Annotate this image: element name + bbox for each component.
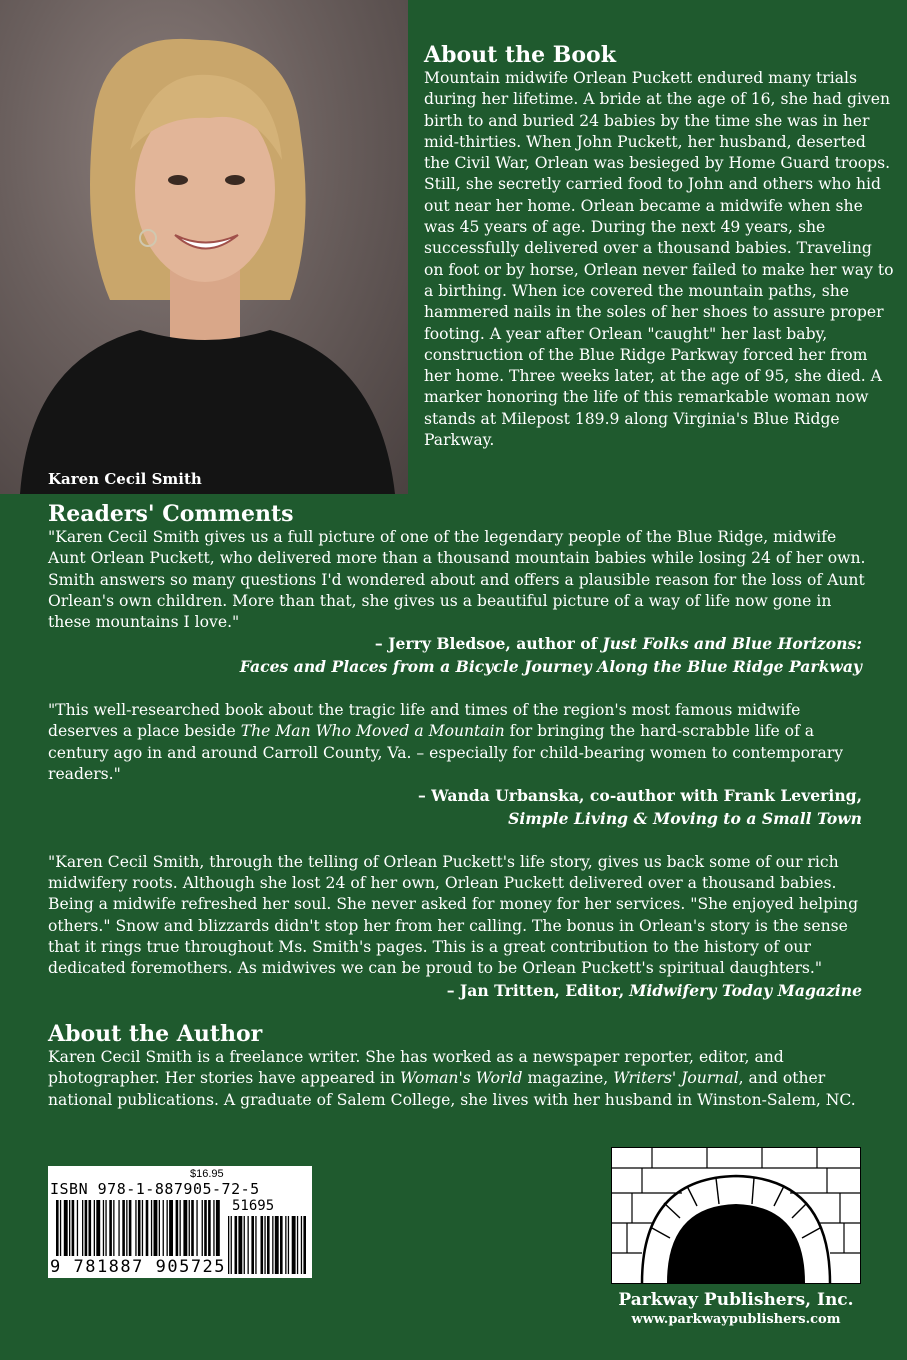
barcode-bar (60, 1200, 61, 1256)
barcode-addon-bar (264, 1216, 265, 1274)
barcode-bar (135, 1200, 136, 1256)
barcode-bar (202, 1200, 203, 1256)
barcode-addon-bar (280, 1216, 283, 1274)
about-book-section (424, 42, 894, 451)
barcode-bar (180, 1200, 181, 1256)
barcode-bar (154, 1200, 158, 1256)
barcode-isbn: ISBN 978-1-887905-72-5 (50, 1180, 260, 1198)
barcode-bar (72, 1200, 75, 1256)
about-author-text-2: magazine, (522, 1069, 614, 1088)
comment-2-work: Simple Living & Moving to a Small Town (508, 808, 862, 828)
barcode-bar (82, 1200, 83, 1256)
comment-2-book-title: The Man Who Moved a Mountain (240, 722, 505, 741)
publisher-url: www.parkwaypublishers.com (631, 1312, 841, 1327)
barcode-bar (216, 1200, 220, 1256)
about-book-heading: About the Book (424, 42, 616, 68)
about-author-heading: About the Author (48, 1021, 263, 1047)
barcode-addon-bar (275, 1216, 279, 1274)
barcode-bar (159, 1200, 160, 1256)
barcode-bar (191, 1200, 194, 1256)
barcode-addon-bar (228, 1216, 229, 1274)
barcode-addon-bar (248, 1216, 249, 1274)
about-author-text-3: , and other national publications. A graduate of Salem College, she lives with her husband in Winston-Salem, NC. (48, 1069, 856, 1109)
magazine-title-1: Woman's World (399, 1069, 523, 1088)
barcode-addon-bar (301, 1216, 302, 1274)
comment-2-author: – Wanda Urbanska, co-author with Frank Levering, (417, 786, 862, 806)
barcode-addon-bar (292, 1216, 296, 1274)
barcode-bar (122, 1200, 125, 1256)
barcode-bar (109, 1200, 112, 1256)
barcode-bar (183, 1200, 187, 1256)
barcode-bar (151, 1200, 152, 1256)
isbn-barcode (48, 1166, 312, 1278)
barcode-addon-bar (267, 1216, 270, 1274)
barcode-digits: 9 781887 905725 (50, 1257, 227, 1277)
barcode-addon: 51695 (232, 1198, 275, 1214)
barcode-addon-bar (244, 1216, 245, 1274)
comment-3-work: Midwifery Today Magazine (629, 980, 862, 1000)
barcode-bar (126, 1200, 127, 1256)
comment-1-author: – Jerry Bledsoe, author of (374, 634, 598, 654)
barcode-addon-bar (231, 1216, 232, 1274)
comment-1-work-line2: Faces and Places from a Bicycle Journey Along the Blue Ridge Parkway (239, 656, 862, 676)
barcode-bar (138, 1200, 141, 1256)
comment-1-work-line2-wrap (48, 656, 868, 678)
barcode-bar (64, 1200, 68, 1256)
barcode-addon-bar (255, 1216, 256, 1274)
comment-3-attribution (48, 980, 868, 1002)
barcode-addon-bar (235, 1216, 238, 1274)
comment-1-attribution (48, 633, 868, 655)
comment-2-text (48, 700, 868, 785)
comment-2-work-wrap (48, 808, 868, 830)
barcode-bar (129, 1200, 132, 1256)
photo-caption: Karen Cecil Smith (48, 470, 202, 488)
barcode-bar (196, 1200, 197, 1256)
barcode-bar (142, 1200, 143, 1256)
comment-2-attribution (48, 785, 868, 807)
barcode-bar (69, 1200, 70, 1256)
comment-3-author: – Jan Tritten, Editor, (446, 980, 625, 1000)
comment-1-text: "Karen Cecil Smith gives us a full picture of one of the legendary people of the Blue Ridge, midwife Aunt Orlean Puckett, who delivered more than a thousand mountain babies while losing 24 of her own. Smith answers so many questions I'd wondered about and offers a plausible reason for the loss of Aunt Orlean's own children. More than that, she gives us a beautiful picture of a way of life now gone in these mountains I love." (48, 528, 866, 632)
barcode-addon-bar (261, 1216, 264, 1274)
barcode-price: $16.95 (190, 1168, 224, 1180)
barcode-bar (189, 1200, 190, 1256)
barcode-bar (208, 1200, 211, 1256)
magazine-title-2: Writers' Journal (613, 1069, 739, 1088)
barcode-bar (113, 1200, 114, 1256)
barcode-addon-bar (272, 1216, 273, 1274)
comment-2-text-after: for bringing the hard-scrabble life of a century ago in and around Carroll County, Va. – especially for child-bearing women to contemporary readers." (48, 722, 844, 783)
publisher-logo (611, 1147, 861, 1334)
barcode-bar (176, 1200, 179, 1256)
barcode-addon-bar (303, 1216, 306, 1274)
about-author-section (48, 1021, 868, 1111)
barcode-bar (204, 1200, 207, 1256)
barcode-addon-bar (285, 1216, 286, 1274)
barcode-bar (77, 1200, 78, 1256)
readers-comments-section (48, 501, 868, 1002)
comment-1-work-line1: Just Folks and Blue Horizons: (602, 634, 862, 654)
publisher-name: Parkway Publishers, Inc. (618, 1290, 854, 1310)
barcode-bar (169, 1200, 173, 1256)
barcode-bar (89, 1200, 92, 1256)
barcode-bar (85, 1200, 88, 1256)
about-author-text (48, 1047, 868, 1111)
barcode-bar (103, 1200, 104, 1256)
barcode-bar (96, 1200, 100, 1256)
barcode-bar (105, 1200, 106, 1256)
barcode-addon-bar (288, 1216, 289, 1274)
about-author-text-1: Karen Cecil Smith is a freelance writer. She has worked as a newspaper reporter, editor, and photographer. Her stories have appeared in (48, 1048, 784, 1088)
author-photo (0, 0, 408, 494)
barcode-addon-bar (297, 1216, 298, 1274)
barcode-addon-bar (238, 1216, 242, 1274)
barcode-bar (94, 1200, 95, 1256)
barcode-bar (167, 1200, 168, 1256)
about-book-text: Mountain midwife Orlean Puckett endured many trials during her lifetime. A bride at the age of 16, she had given birth to and buried 24 babies by the time she was in her mid-thirties. When John Puckett, her husband, deserted the Civil War, Orlean was besieged by Home Guard troops. Still, she secretly carried food to John and others who hid out near her home. Orlean became a midwife when she was 45 years of age. During the next 49 years, she successfully delivered over a thousand babies. Traveling on foot or by horse, Orlean never failed to make her way to a birthing. When ice covered the mountain paths, she hammered nails in the soles of her shoes to assure proper footing. A year after Orlean "caught" her last baby, construction of the Blue Ridge Parkway forced her from her home. Three weeks later, at the age of 95, she died. A marker honoring the life of this remarkable woman now stands at Milepost 189.9 along Virginia's Blue Ridge Parkway. (424, 69, 894, 450)
readers-comments-heading: Readers' Comments (48, 501, 294, 527)
barcode-bar (213, 1200, 214, 1256)
barcode-bar (118, 1200, 119, 1256)
comment-3-text: "Karen Cecil Smith, through the telling of Orlean Puckett's life story, gives us back some of our rich midwifery roots. Although she lost 24 of her own, Orlean Puckett delivered over a thousand babies. Being a midwife refreshed her soul. She never asked for money for her services. "She enjoyed helping others." Snow and blizzards didn't stop her from her calling. The bonus in Orlean's story is the sense that it rings true throughout Ms. Smith's pages. This is a great contribution to the history of our dedicated foremothers. As midwives we can be proud to be Orlean Puckett's spiritual daughters." (48, 852, 859, 978)
barcode-bar (146, 1200, 149, 1256)
stone-arch-logo (611, 1147, 861, 1284)
comment-2-text-before: "This well-researched book about the tragic life and times of the region's most famous midwife deserves a place beside (48, 701, 801, 741)
barcode-bar (56, 1200, 59, 1256)
barcode-bar (163, 1200, 164, 1256)
barcode-addon-bar (251, 1216, 254, 1274)
